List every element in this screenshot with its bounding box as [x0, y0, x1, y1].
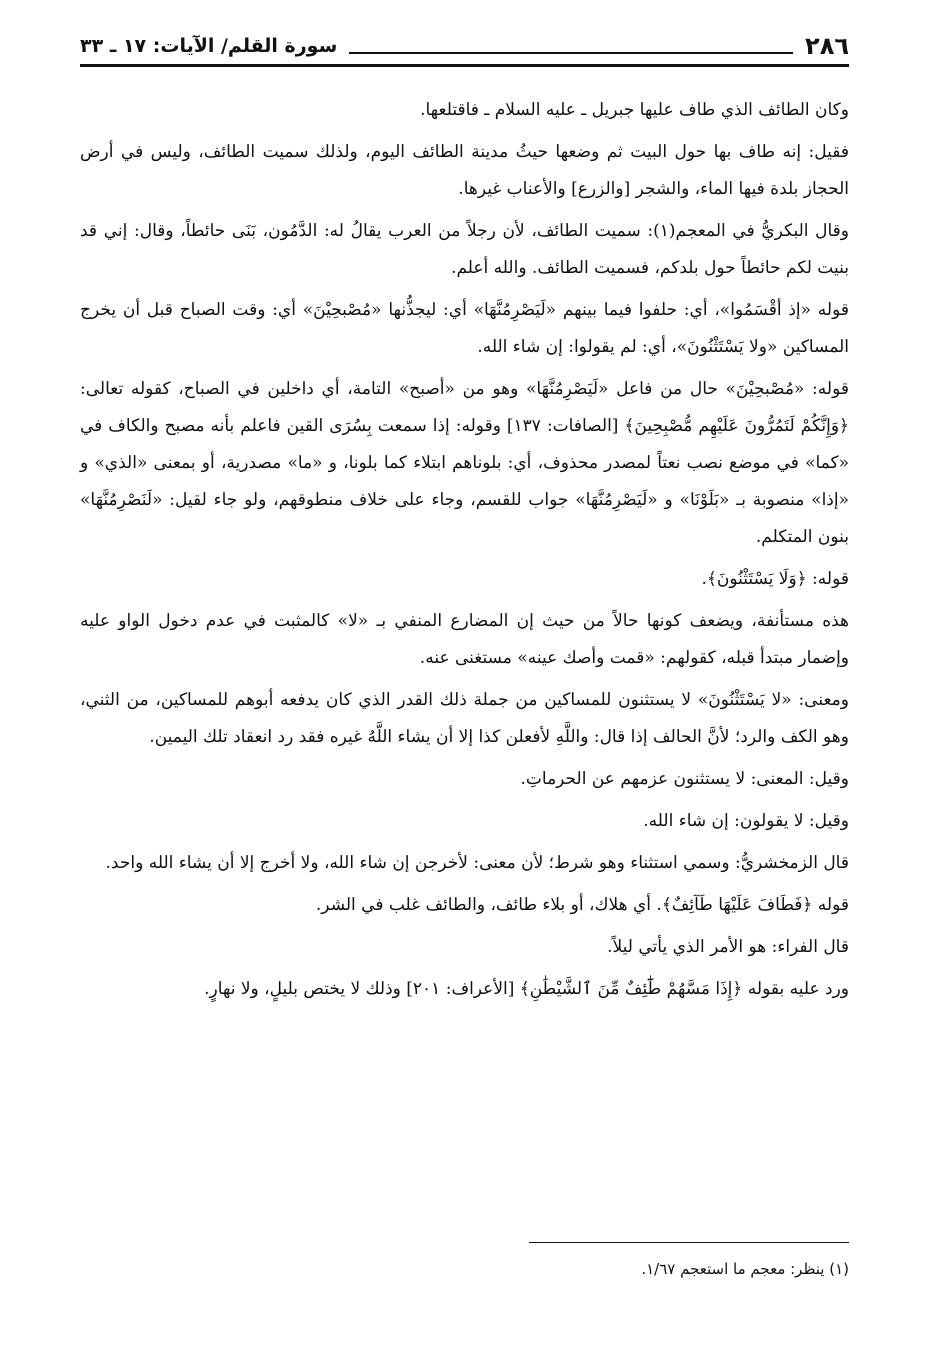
header-rule: [80, 64, 849, 67]
paragraph: وكان الطائف الذي طاف عليها جبريل ـ عليه السلام ـ فاقتلعها.: [420, 100, 849, 120]
paragraph: قوله: ﴿وَلَا يَسْتَثْنُونَ﴾.: [701, 569, 849, 589]
body-text: [80, 92, 849, 1013]
paragraph: فقيل: إنه طاف بها حول البيت ثم وضعها حيثُ مدينة الطائف اليوم، ولذلك سميت الطائف، وليس في أرض الحجاز بلدة فيها الماء، والشجر [والزرع] والأعناب غيرها.: [80, 142, 849, 199]
paragraph: ومعنى: «لا يَسْتَثْنُونَ» لا يستثنون للمساكين من جملة ذلك القدر الذي كان يدفعه أبوهم للمساكين، من الثني، وهو الكف والرد؛ لأنَّ الحالف إذا قال: واللَّهِ لأفعلن كذا إلا أن يشاء اللَّهُ غيره فقد رد انعقاد تلك اليمين.: [80, 690, 849, 747]
header-leader-line: [349, 52, 793, 54]
paragraph: وقال البكريُّ في المعجم(١): سميت الطائف، لأن رجلاً من العرب يقالُ له: الدَّمُون، بَنَى حائطاً، وقال: إني قد بنيت لكم حائطاً حول بلدكم، فسميت الطائف. والله أعلم.: [80, 221, 849, 278]
footnote: (١) ينظر: معجم ما استعجم ١/٦٧.: [641, 1260, 849, 1278]
paragraph: وقيل: لا يقولون: إن شاء الله.: [643, 811, 849, 831]
paragraph: ورد عليه بقوله ﴿إِذَا مَسَّهُمْ طَٰٓئِفٌ مِّنَ ٱلشَّيْطَٰنِ﴾ [الأعراف: ٢٠١] وذلك لا يختص بليلٍ، ولا نهارٍ.: [204, 979, 849, 999]
paragraph: قال الفراء: هو الأمر الذي يأتي ليلاً.: [607, 937, 849, 957]
paragraph: وقيل: المعنى: لا يستثنون عزمهم عن الحرماتِ.: [520, 769, 849, 789]
page-header: [80, 22, 849, 66]
paragraph: قوله: «مُصْبحِيْنَ» حال من فاعل «لَيَصْرِمُنَّهَا» وهو من «أصبح» التامة، أي داخلين في الصباح، كقوله تعالى: ﴿وَإِنَّكُمْ لَتَمُرُّونَ عَلَيْهِم مُّصْبِحِينَ﴾ [الصافات: ١٣٧] وقوله: إذا سمعت بِسُرَى القين فاعلم بأنه مصبح والكاف في «كما» في موضع نصب نعتاً لمصدر محذوف، أي: بلوناهم ابتلاء كما بلونا، و «ما» مصدرية، أو بمعنى «الذي» و «إذا» منصوبة بـ «بَلَوْنَا» و «لَيَصْرِمُنَّهَا» جواب للقسم، وجاء على خلاف منطوقهم، ولو جاء لقيل: «لَنَصْرِمُنَّهَا» بنون المتكلم.: [80, 379, 849, 547]
footnote-separator: [529, 1242, 849, 1243]
paragraph: قوله ﴿فَطَافَ عَلَيْهَا طَآئِفٌ﴾. أي هلاك، أو بلاء طائف، والطائف غلب في الشر.: [315, 895, 849, 915]
running-title: سورة القلم/ الآيات: ١٧ ـ ٣٣: [80, 35, 338, 57]
paragraph: هذه مستأنفة، ويضعف كونها حالاً من حيث إن المضارع المنفي بـ «لا» كالمثبت في عدم دخول الواو عليه وإضمار مبتدأ قبله، كقولهم: «قمت وأصك عينه» مستغنى عنه.: [80, 611, 849, 668]
paragraph: قال الزمخشريُّ: وسمي استثناء وهو شرط؛ لأن معنى: لأخرجن إن شاء الله، ولا أخرج إلا أن يشاء الله واحد.: [105, 853, 849, 873]
paragraph: قوله «إذ أقْسَمُوا»، أي: حلفوا فيما بينهم «لَيَصْرِمُنَّهَا» أي: ليجذُّنها «مُصْبحِيْنَ» أي: وقت الصباح قبل أن يخرج المساكين «ولا يَسْتَثْنُونَ»، أي: لم يقولوا: إن شاء الله.: [80, 300, 849, 357]
page-number: ٢٨٦: [805, 32, 849, 60]
